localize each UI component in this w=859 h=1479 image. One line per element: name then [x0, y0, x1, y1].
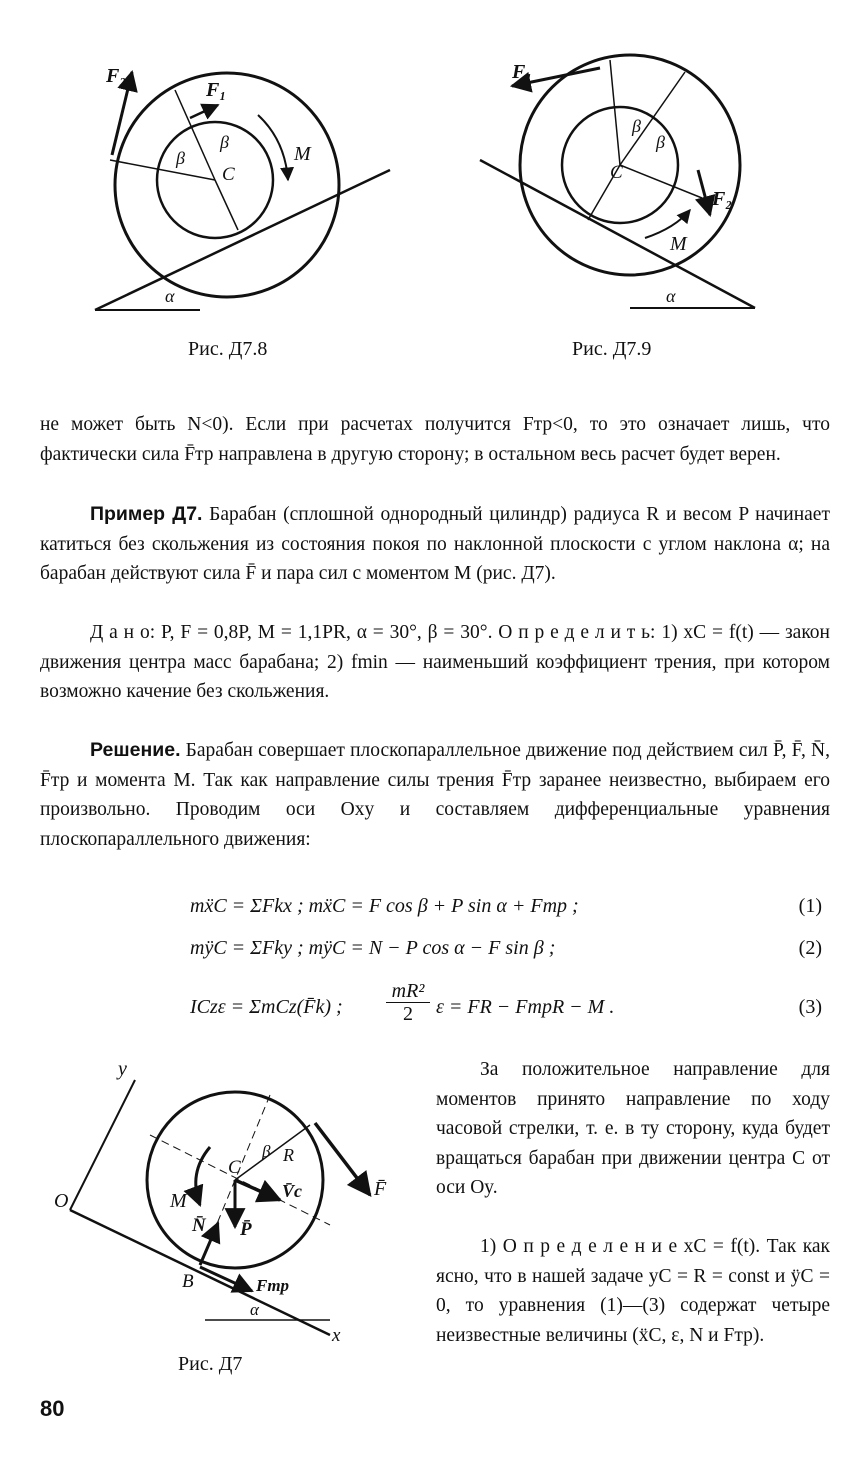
force-f2-arrow-2	[698, 170, 710, 215]
equation-2	[190, 937, 830, 967]
label-f2: F₂	[106, 65, 127, 87]
label-alpha-2: α	[666, 286, 676, 306]
label-r: R	[283, 1145, 294, 1165]
paragraph-solution	[40, 736, 830, 854]
equation-1-number: (1)	[798, 895, 822, 917]
label-c-d7: C	[228, 1157, 241, 1178]
fraction-denominator: 2	[403, 1003, 413, 1025]
label-x: x	[332, 1325, 341, 1346]
equation-2-number: (2)	[798, 937, 822, 959]
figure-d7	[40, 1055, 420, 1355]
equation-2-text: mÿC = ΣFky ; mÿC = N − P cos α − F sin β ;	[190, 937, 556, 959]
equation-1	[190, 895, 830, 925]
caption-d7: Рис. Д7	[178, 1353, 243, 1375]
label-c-2: C	[610, 162, 623, 183]
velocity-vc-arrow	[235, 1180, 280, 1200]
label-m-d7: M	[170, 1190, 187, 1212]
figure-d7-8	[80, 40, 410, 340]
equation-3	[190, 980, 830, 1030]
equation-3-right: ε = FR − FтрR − M .	[436, 996, 615, 1018]
label-f1-2: F₁	[512, 61, 533, 83]
label-beta-4: β	[656, 132, 665, 152]
label-f-d7: F̄	[374, 1178, 387, 1200]
force-f1-arrow	[190, 105, 218, 118]
paragraph-1: не может быть N<0). Если при расчетах получится Fтр<0, то это означает лишь, что фактически сила F̄тр направлена в другую сторону; в остальном весь расчет будет верен.	[40, 414, 830, 465]
label-o: O	[54, 1190, 69, 1212]
side-paragraph-1: За положительное направление для моментов принято направление по ходу часовой стрелки, т. е. в ту сторону, куда будет вращаться барабан при движении центра C от оси Oy.	[436, 1059, 830, 1198]
figure-d7-9	[470, 50, 770, 330]
label-b: B	[182, 1271, 194, 1292]
paragraph-given: Д а н о: P, F = 0,8P, M = 1,1PR, α = 30°, β = 30°. О п р е д е л и т ь: 1) xC = f(t) — закон движения центра масс барабана; 2) fmin — наименьший коэффициент трения, при котором возможно качение без скольжения.	[40, 622, 830, 702]
label-p: P̄	[240, 1219, 252, 1240]
label-alpha-d7: α	[250, 1300, 259, 1319]
label-m: M	[294, 143, 311, 165]
label-beta-d7: β	[262, 1142, 271, 1161]
equation-3-number: (3)	[798, 996, 822, 1018]
axis-y	[70, 1080, 135, 1210]
caption-d7-8: Рис. Д7.8	[188, 338, 268, 360]
outer-rim	[115, 73, 339, 297]
label-c: C	[222, 164, 235, 185]
fraction-numerator: mR²	[386, 980, 430, 1003]
solution-heading: Решение.	[90, 739, 181, 761]
equation-1-text: mẍC = ΣFkx ; mẍC = F cos β + P sin α + Fтр ;	[190, 895, 579, 917]
label-beta-3: β	[632, 116, 641, 136]
label-alpha: α	[165, 286, 175, 306]
moment-arc-d7	[196, 1147, 210, 1205]
label-beta-1: β	[220, 132, 229, 152]
equation-3-left: ICzε = ΣmCz(F̄k) ;	[190, 996, 343, 1018]
hatched-incline	[95, 170, 390, 310]
page-number: 80	[40, 1396, 65, 1421]
equation-3-fraction	[386, 980, 430, 1025]
label-n: N̄	[192, 1215, 206, 1236]
paragraph-example	[40, 500, 830, 589]
label-vc: V̄c	[282, 1181, 302, 1201]
example-text: Барабан (сплошной однородный цилиндр) радиуса R и весом P начинает катиться без скольжения из состояния покоя по наклонной плоскости с углом наклона α; на барабан действуют сила F̄ и пара сил с моментом M (рис. Д7).	[40, 504, 830, 584]
solution-text: Барабан совершает плоскопараллельное движение под действием сил P̄, F̄, N̄, F̄тр и момента M. Так как направление силы трения F̄тр заранее неизвестно, выбираем его произвольно. Проводим оси Oxy и составляем дифференциальные уравнения плоскопараллельного движения:	[40, 740, 830, 850]
label-m-2: M	[670, 233, 687, 255]
example-heading: Пример Д7.	[90, 503, 203, 525]
label-f1: F₁	[206, 79, 227, 101]
caption-d7-9: Рис. Д7.9	[572, 338, 652, 360]
label-beta-2: β	[176, 148, 185, 168]
label-f2-2: F₂	[712, 188, 733, 210]
label-ftr: Fтр	[256, 1276, 290, 1295]
side-paragraph-2: 1) О п р е д е л е н и е xC = f(t). Так как ясно, что в нашей задаче yC = R = const и ÿC = 0, то уравнения (1)—(3) содержат четыре неизвестные величины (ẍC, ε, N и Fтр).	[436, 1236, 830, 1346]
label-y: y	[118, 1058, 127, 1080]
friction-ftr-arrow	[200, 1267, 252, 1291]
